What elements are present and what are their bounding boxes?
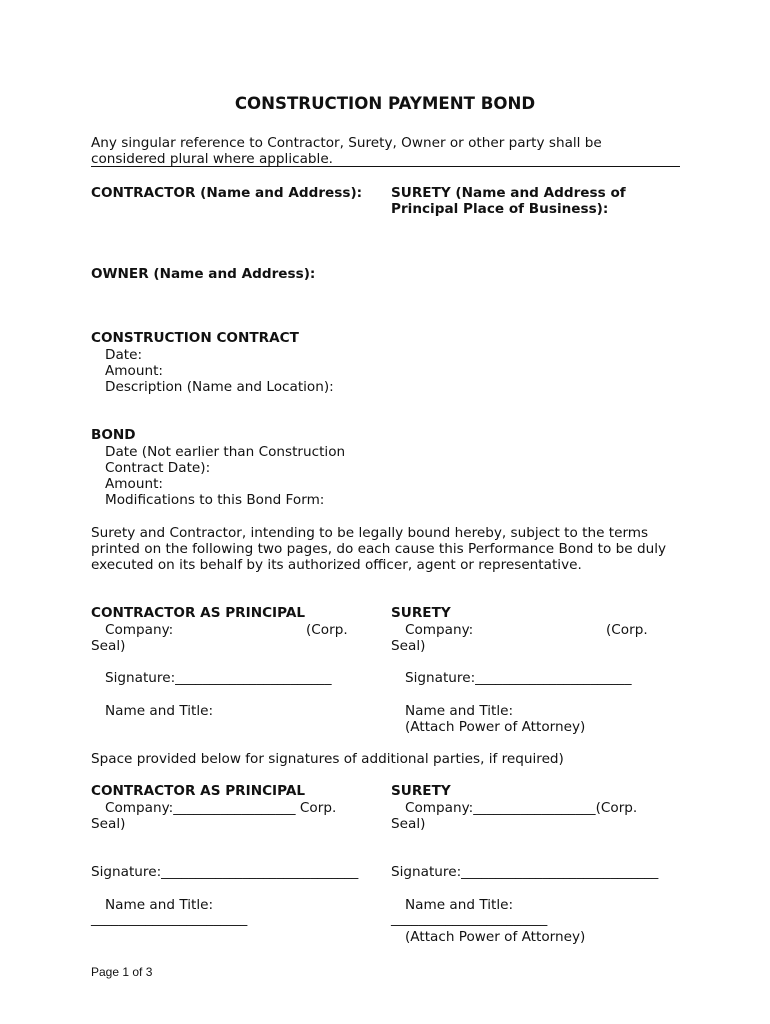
principal-company-field: Company: <box>105 622 174 638</box>
principal-signature-line: Signature:_______________________ <box>105 670 332 686</box>
additional-surety-seal-label: Seal) <box>391 816 426 832</box>
intro-line-1: Any singular reference to Contractor, Surety, Owner or other party shall be <box>91 135 602 151</box>
additional-surety-signature-line: Signature:_____________________________ <box>391 864 659 880</box>
additional-surety-name-title-field: Name and Title: <box>405 897 514 913</box>
surety-heading: SURETY <box>391 605 451 621</box>
additional-principal-seal-label: Seal) <box>91 816 126 832</box>
surety-company-field: Company: <box>405 622 474 638</box>
page-title: CONSTRUCTION PAYMENT BOND <box>234 94 536 113</box>
surety-signature-line: Signature:_______________________ <box>405 670 632 686</box>
bond-heading: BOND <box>91 427 136 443</box>
page-number-footer: Page 1 of 3 <box>91 965 153 979</box>
agreement-line-1: Surety and Contractor, intending to be legally bound hereby, subject to the terms <box>91 525 649 541</box>
intro-underline <box>91 166 680 167</box>
additional-principal-signature-line: Signature:_____________________________ <box>91 864 359 880</box>
additional-principal-company-field: Company:__________________ Corp. <box>105 800 337 816</box>
construction-contract-heading: CONSTRUCTION CONTRACT <box>91 330 299 346</box>
surety-corp-label: (Corp. <box>606 622 648 638</box>
additional-parties-note: Space provided below for signatures of additional parties, if required) <box>91 751 564 767</box>
additional-principal-heading: CONTRACTOR AS PRINCIPAL <box>91 783 306 799</box>
surety-attach-note: (Attach Power of Attorney) <box>405 719 586 735</box>
additional-surety-heading: SURETY <box>391 783 451 799</box>
surety-name-title-field: Name and Title: <box>405 703 514 719</box>
additional-surety-company-field: Company:__________________(Corp. <box>405 800 638 816</box>
intro-line-2: considered plural where applicable. <box>91 151 334 167</box>
contract-amount-field: Amount: <box>105 363 163 379</box>
principal-seal-label: Seal) <box>91 638 126 654</box>
bond-amount-field: Amount: <box>105 476 163 492</box>
agreement-line-3: executed on its behalf by its authorized officer, agent or representative. <box>91 557 582 573</box>
bond-modifications-field: Modifications to this Bond Form: <box>105 492 325 508</box>
surety-seal-label: Seal) <box>391 638 426 654</box>
additional-surety-name-line: _______________________ <box>391 911 548 927</box>
additional-principal-name-line: _______________________ <box>91 911 248 927</box>
principal-corp-label: (Corp. <box>306 622 348 638</box>
bond-date-line-1: Date (Not earlier than Construction <box>105 444 346 460</box>
principal-heading: CONTRACTOR AS PRINCIPAL <box>91 605 306 621</box>
principal-name-title-field: Name and Title: <box>105 703 214 719</box>
contractor-label: CONTRACTOR (Name and Address): <box>91 185 363 201</box>
additional-surety-attach-note: (Attach Power of Attorney) <box>405 929 586 945</box>
contract-date-field: Date: <box>105 347 143 363</box>
contract-description-field: Description (Name and Location): <box>105 379 334 395</box>
surety-label-line-1: SURETY (Name and Address of <box>391 185 626 201</box>
additional-principal-name-title-field: Name and Title: <box>105 897 214 913</box>
owner-label: OWNER (Name and Address): <box>91 266 316 282</box>
agreement-line-2: printed on the following two pages, do each cause this Performance Bond to be duly <box>91 541 667 557</box>
surety-label-line-2: Principal Place of Business): <box>391 201 609 217</box>
bond-date-line-2: Contract Date): <box>105 460 211 476</box>
